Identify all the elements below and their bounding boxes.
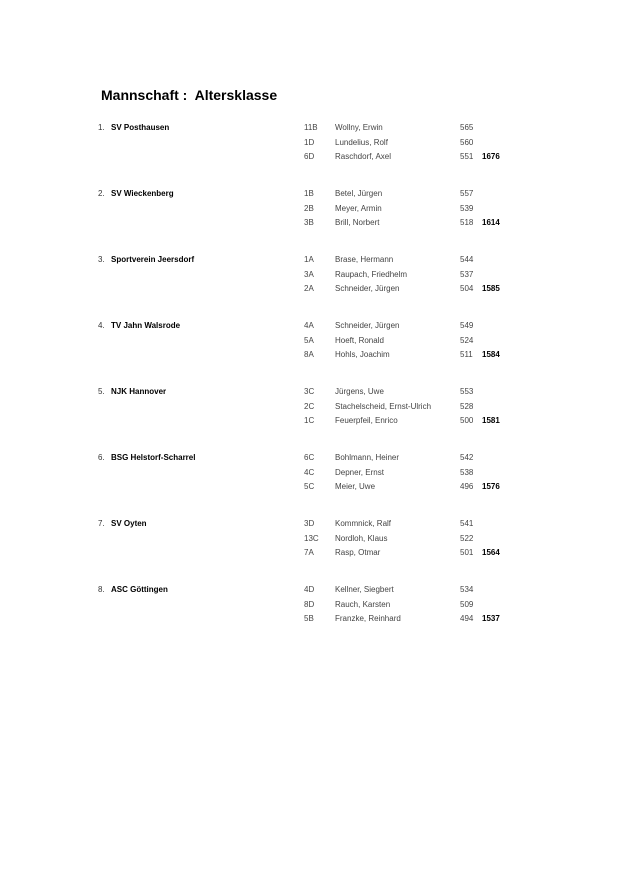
member-code: 6D	[304, 152, 315, 161]
team-rank: 8.	[98, 585, 105, 594]
page-title: Mannschaft : Altersklasse	[101, 87, 278, 103]
team-members	[0, 583, 620, 627]
member-row	[0, 451, 620, 466]
team-members	[0, 253, 620, 297]
team-block	[0, 385, 620, 451]
member-code: 8D	[304, 599, 315, 609]
team-rank: 3.	[98, 255, 105, 264]
team-block	[0, 121, 620, 187]
member-row	[0, 400, 620, 415]
member-name: Franzke, Reinhard	[335, 614, 401, 623]
member-code: 3B	[304, 218, 314, 227]
team-block	[0, 583, 620, 649]
member-score: 565	[460, 123, 474, 132]
member-code: 1A	[304, 255, 314, 264]
member-name: Brase, Hermann	[335, 255, 394, 264]
member-name: Betel, Jürgen	[335, 189, 383, 198]
member-score: 560	[460, 137, 474, 147]
member-code: 1C	[304, 416, 315, 425]
member-row	[0, 216, 620, 231]
member-name: Rasp, Otmar	[335, 548, 381, 557]
member-score: 518	[460, 218, 474, 227]
member-code: 4A	[304, 321, 314, 330]
member-name: Raupach, Friedhelm	[335, 269, 408, 279]
team-name: Sportverein Jeersdorf	[111, 255, 195, 264]
member-code: 5C	[304, 482, 315, 491]
member-score: 534	[460, 585, 474, 594]
member-row	[0, 466, 620, 481]
member-code: 3A	[304, 269, 314, 279]
member-code: 7A	[304, 548, 314, 557]
member-row	[0, 202, 620, 217]
member-code: 3D	[304, 519, 315, 528]
member-name: Wollny, Erwin	[335, 123, 383, 132]
member-row	[0, 348, 620, 363]
team-block	[0, 517, 620, 583]
team-total: 1585	[482, 284, 500, 293]
member-code: 1D	[304, 137, 315, 147]
member-name: Schneider, Jürgen	[335, 321, 400, 330]
member-score: 537	[460, 269, 474, 279]
member-code: 2C	[304, 401, 315, 411]
team-block	[0, 187, 620, 253]
member-name: Stachelscheid, Ernst-Ulrich	[335, 401, 432, 411]
member-code: 4D	[304, 585, 315, 594]
member-code: 4C	[304, 467, 315, 477]
member-row	[0, 253, 620, 268]
team-members	[0, 121, 620, 165]
team-total: 1576	[482, 482, 500, 491]
member-row	[0, 334, 620, 349]
member-score: 524	[460, 335, 474, 345]
member-score: 509	[460, 599, 474, 609]
member-code: 8A	[304, 350, 314, 359]
member-name: Rauch, Karsten	[335, 599, 391, 609]
team-name: SV Posthausen	[111, 123, 170, 132]
team-rank: 2.	[98, 189, 105, 198]
member-row	[0, 480, 620, 495]
member-name: Kellner, Siegbert	[335, 585, 394, 594]
member-score: 541	[460, 519, 474, 528]
member-name: Raschdorf, Axel	[335, 152, 392, 161]
team-members	[0, 319, 620, 363]
team-members	[0, 517, 620, 561]
team-block	[0, 253, 620, 319]
member-code: 1B	[304, 189, 314, 198]
member-score: 494	[460, 614, 474, 623]
member-score: 528	[460, 401, 474, 411]
team-name: ASC Göttingen	[111, 585, 168, 594]
team-name: NJK Hannover	[111, 387, 167, 396]
member-score: 551	[460, 152, 474, 161]
team-total: 1537	[482, 614, 500, 623]
member-name: Brill, Norbert	[335, 218, 380, 227]
member-name: Feuerpfeil, Enrico	[335, 416, 398, 425]
member-row	[0, 150, 620, 165]
member-name: Schneider, Jürgen	[335, 284, 400, 293]
member-name: Hoeft, Ronald	[335, 335, 384, 345]
member-score: 496	[460, 482, 474, 491]
team-rank: 6.	[98, 453, 105, 462]
team-total: 1676	[482, 152, 500, 161]
team-name: SV Oyten	[111, 519, 147, 528]
member-score: 542	[460, 453, 474, 462]
member-row	[0, 532, 620, 547]
member-row	[0, 546, 620, 561]
member-row	[0, 385, 620, 400]
member-score: 553	[460, 387, 474, 396]
member-score: 549	[460, 321, 474, 330]
member-row	[0, 583, 620, 598]
member-code: 11B	[304, 123, 318, 132]
member-row	[0, 187, 620, 202]
member-code: 3C	[304, 387, 315, 396]
member-name: Nordloh, Klaus	[335, 533, 388, 543]
member-score: 538	[460, 467, 474, 477]
team-results-list	[0, 121, 620, 649]
member-name: Meier, Uwe	[335, 482, 376, 491]
team-rank: 7.	[98, 519, 105, 528]
team-rank: 4.	[98, 321, 105, 330]
team-rank: 1.	[98, 123, 105, 132]
team-name: TV Jahn Walsrode	[111, 321, 181, 330]
member-score: 501	[460, 548, 474, 557]
member-row	[0, 414, 620, 429]
member-name: Depner, Ernst	[335, 467, 384, 477]
member-row	[0, 612, 620, 627]
member-row	[0, 136, 620, 151]
team-members	[0, 187, 620, 231]
member-name: Hohls, Joachim	[335, 350, 390, 359]
member-code: 6C	[304, 453, 315, 462]
member-score: 522	[460, 533, 474, 543]
member-name: Kommnick, Ralf	[335, 519, 392, 528]
team-total: 1581	[482, 416, 500, 425]
member-code: 5B	[304, 614, 314, 623]
member-row	[0, 517, 620, 532]
member-score: 504	[460, 284, 474, 293]
team-block	[0, 451, 620, 517]
member-code: 2B	[304, 203, 314, 213]
team-members	[0, 385, 620, 429]
member-code: 5A	[304, 335, 314, 345]
member-name: Bohlmann, Heiner	[335, 453, 400, 462]
member-code: 13C	[304, 533, 319, 543]
team-total: 1584	[482, 350, 500, 359]
member-row	[0, 319, 620, 334]
team-total: 1564	[482, 548, 500, 557]
member-name: Meyer, Armin	[335, 203, 382, 213]
member-score: 500	[460, 416, 474, 425]
member-name: Jürgens, Uwe	[335, 387, 384, 396]
team-block	[0, 319, 620, 385]
member-row	[0, 121, 620, 136]
member-row	[0, 282, 620, 297]
member-score: 557	[460, 189, 474, 198]
member-score: 511	[460, 350, 473, 359]
member-name: Lundelius, Rolf	[335, 137, 388, 147]
member-row	[0, 598, 620, 613]
team-rank: 5.	[98, 387, 105, 396]
member-code: 2A	[304, 284, 314, 293]
team-name: SV Wieckenberg	[111, 189, 174, 198]
team-name: BSG Helstorf-Scharrel	[111, 453, 196, 462]
team-members	[0, 451, 620, 495]
member-score: 544	[460, 255, 474, 264]
member-score: 539	[460, 203, 474, 213]
member-row	[0, 268, 620, 283]
team-total: 1614	[482, 218, 500, 227]
